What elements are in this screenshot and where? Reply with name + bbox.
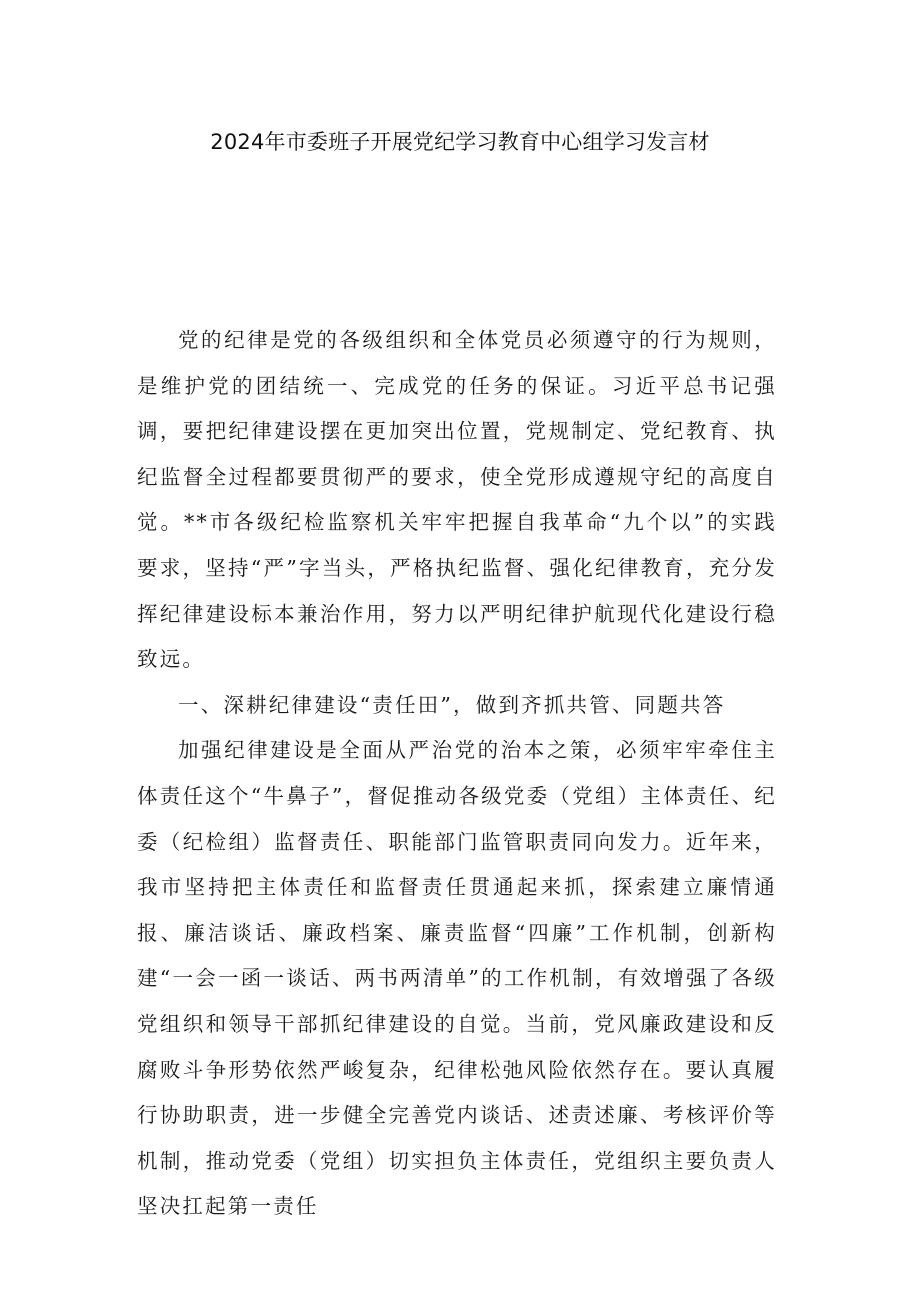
document-body xyxy=(137,318,777,1230)
section-heading-1: 一、深耕纪律建设“责任田”，做到齐抓共管、同题共答 xyxy=(178,692,726,717)
document-title: 2024年市委班子开展党纪学习教育中心组学习发言材 xyxy=(210,130,710,154)
intro-paragraph: 党的纪律是党的各级组织和全体党员必须遵守的行为规则，是维护党的团结统一、完成党的任务的保证。习近平总书记强调，要把纪律建设摆在更加突出位置，党规制定、党纪教育、执纪监督全过程都要贯彻严的要求，使全党形成遵规守纪的高度自觉。**市各级纪检监察机关牢牢把握自我革命“九个以”的实践要求，坚持“严”字当头，严格执纪监督、强化纪律教育，充分发挥纪律建设标本兼治作用，努力以严明纪律护航现代化建设行稳致远。 xyxy=(137,328,777,672)
section-1-paragraph: 加强纪律建设是全面从严治党的治本之策，必须牢牢牵住主体责任这个“牛鼻子”，督促推动各级党委（党组）主体责任、纪委（纪检组）监督责任、职能部门监管职责同向发力。近年来，我市坚持把主体责任和监督责任贯通起来抓，探索建立廉情通报、廉洁谈话、廉政档案、廉责监督“四廉”工作机制，创新构建“一会一函一谈话、两书两清单”的工作机制，有效增强了各级党组织和领导干部抓纪律建设的自觉。当前，党风廉政建设和反腐败斗争形势依然严峻复杂，纪律松弛风险依然存在。要认真履行协助职责，进一步健全完善党内谈话、述责述廉、考核评价等机制，推动党委（党组）切实担负主体责任，党组织主要负责人坚决扛起第一责任 xyxy=(137,738,777,1219)
